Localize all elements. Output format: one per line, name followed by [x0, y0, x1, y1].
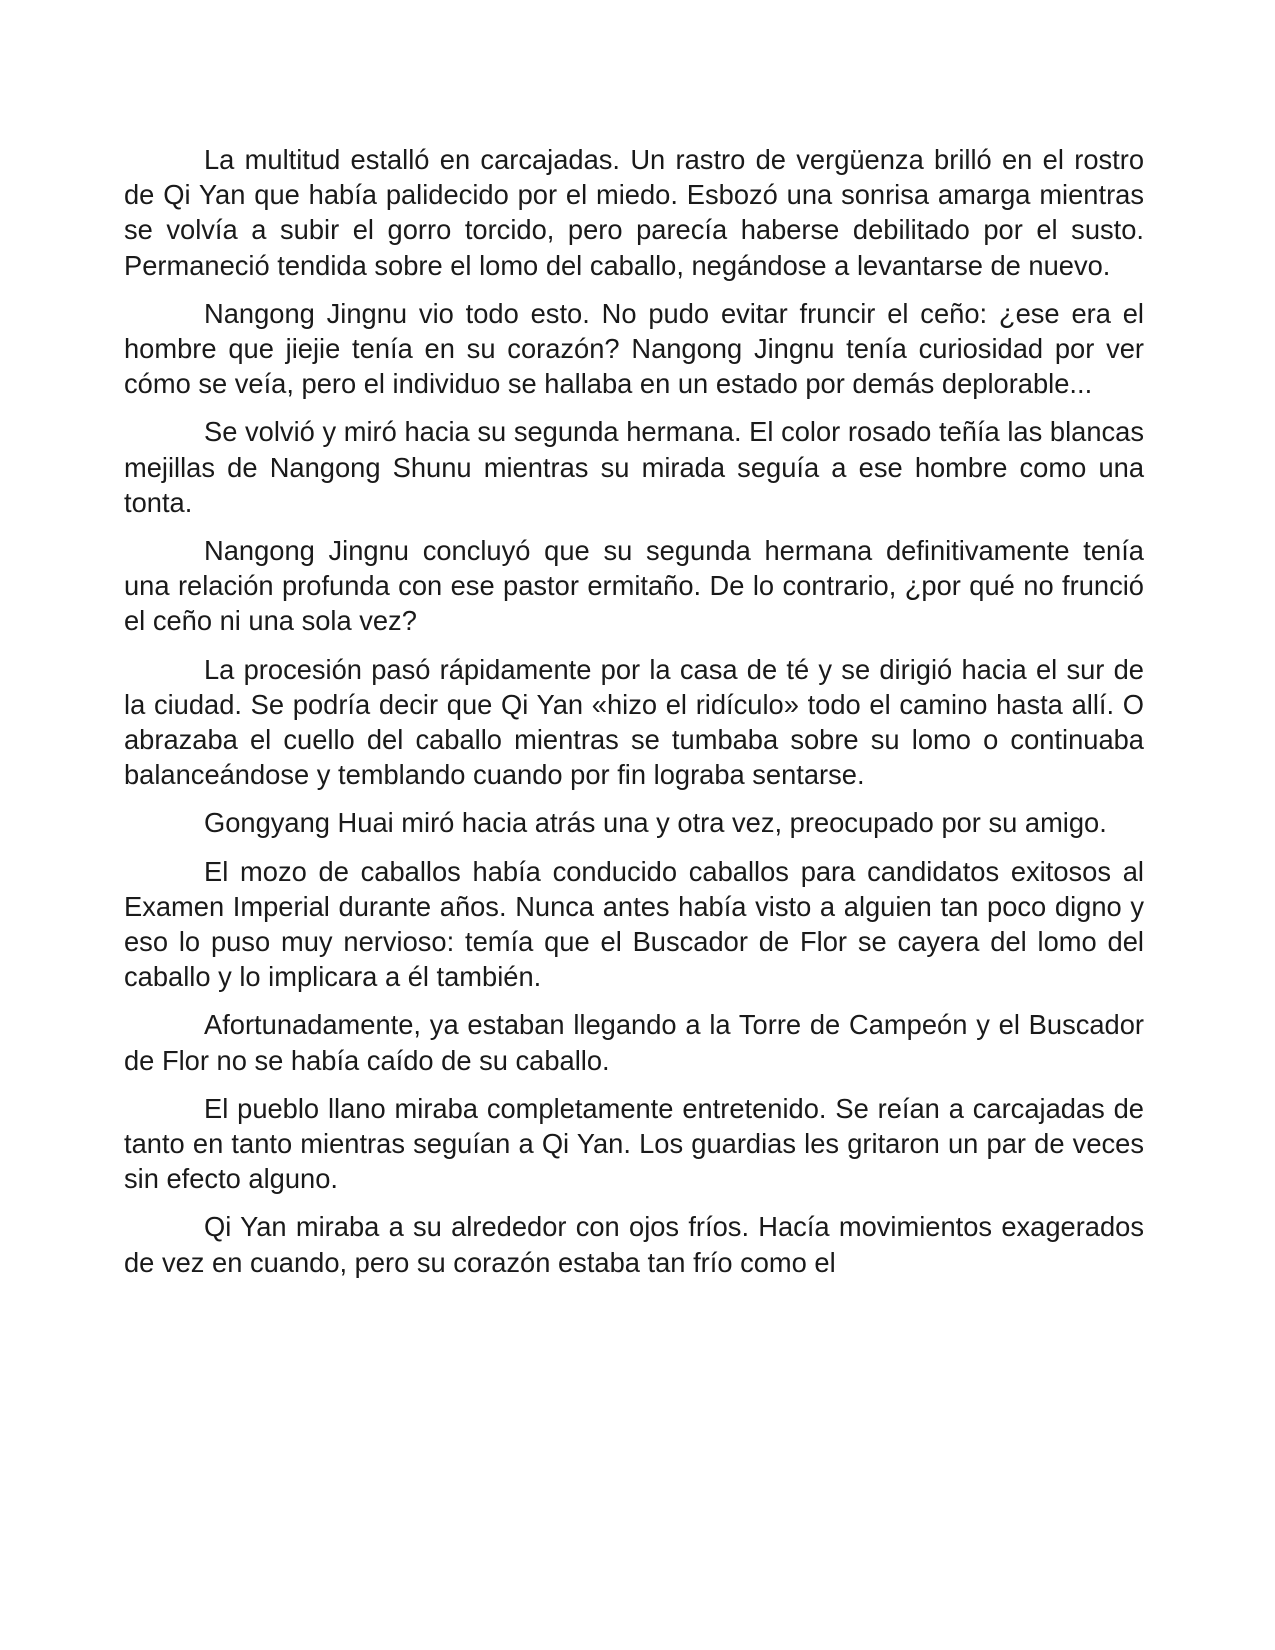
paragraph-9: El pueblo llano miraba completamente entretenido. Se reían a carcajadas de tanto en tanto mientras seguían a Qi Yan. Los guardias les gritaron un par de veces sin efecto alguno. [124, 1092, 1144, 1195]
paragraph-3: Se volvió y miró hacia su segunda hermana. El color rosado teñía las blancas mejillas de Nangong Shunu mientras su mirada seguía a ese hombre como una tonta. [124, 416, 1144, 518]
paragraph-1: La multitud estalló en carcajadas. Un rastro de vergüenza brilló en el rostro de Qi Yan que había palidecido por el miedo. Esbozó una sonrisa amarga mientras se volvía a subir el gorro torcido, pero parecía haberse debilitado por el susto. Permaneció tendida sobre el lomo del caballo, negándose a levantarse de nuevo. [124, 144, 1144, 281]
paragraph-2: Nangong Jingnu vio todo esto. No pudo evitar fruncir el ceño: ¿ese era el hombre que jiejie tenía en su corazón? Nangong Jingnu tenía curiosidad por ver cómo se veía, pero el individuo se hallaba en un estado por demás deplorable... [124, 297, 1144, 400]
paragraph-5: La procesión pasó rápidamente por la casa de té y se dirigió hacia el sur de la ciudad. Se podría decir que Qi Yan «hizo el ridículo» todo el camino hasta allí. O abrazaba el cuello del caballo mientras se tumbaba sobre su lomo o continuaba balanceándose y temblando cuando por fin lograba sentarse. [124, 653, 1144, 791]
paragraph-8: Afortunadamente, ya estaban llegando a la Torre de Campeón y el Buscador de Flor no se había caído de su caballo. [124, 1009, 1144, 1076]
document-page [124, 142, 1144, 1280]
paragraph-6: Gongyang Huai miró hacia atrás una y otra vez, preocupado por su amigo. [204, 807, 1107, 839]
paragraph-4: Nangong Jingnu concluyó que su segunda hermana definitivamente tenía una relación profunda con ese pastor ermitaño. De lo contrario, ¿por qué no frunció el ceño ni una sola vez? [124, 535, 1144, 637]
paragraph-10: Qi Yan miraba a su alrededor con ojos fríos. Hacía movimientos exagerados de vez en cuando, pero su corazón estaba tan frío como el [124, 1211, 1144, 1278]
paragraph-7: El mozo de caballos había conducido caballos para candidatos exitosos al Examen Imperial durante años. Nunca antes había visto a alguien tan poco digno y eso lo puso muy nervioso: temía que el Buscador de Flor se cayera del lomo del caballo y lo implicara a él también. [124, 855, 1144, 993]
